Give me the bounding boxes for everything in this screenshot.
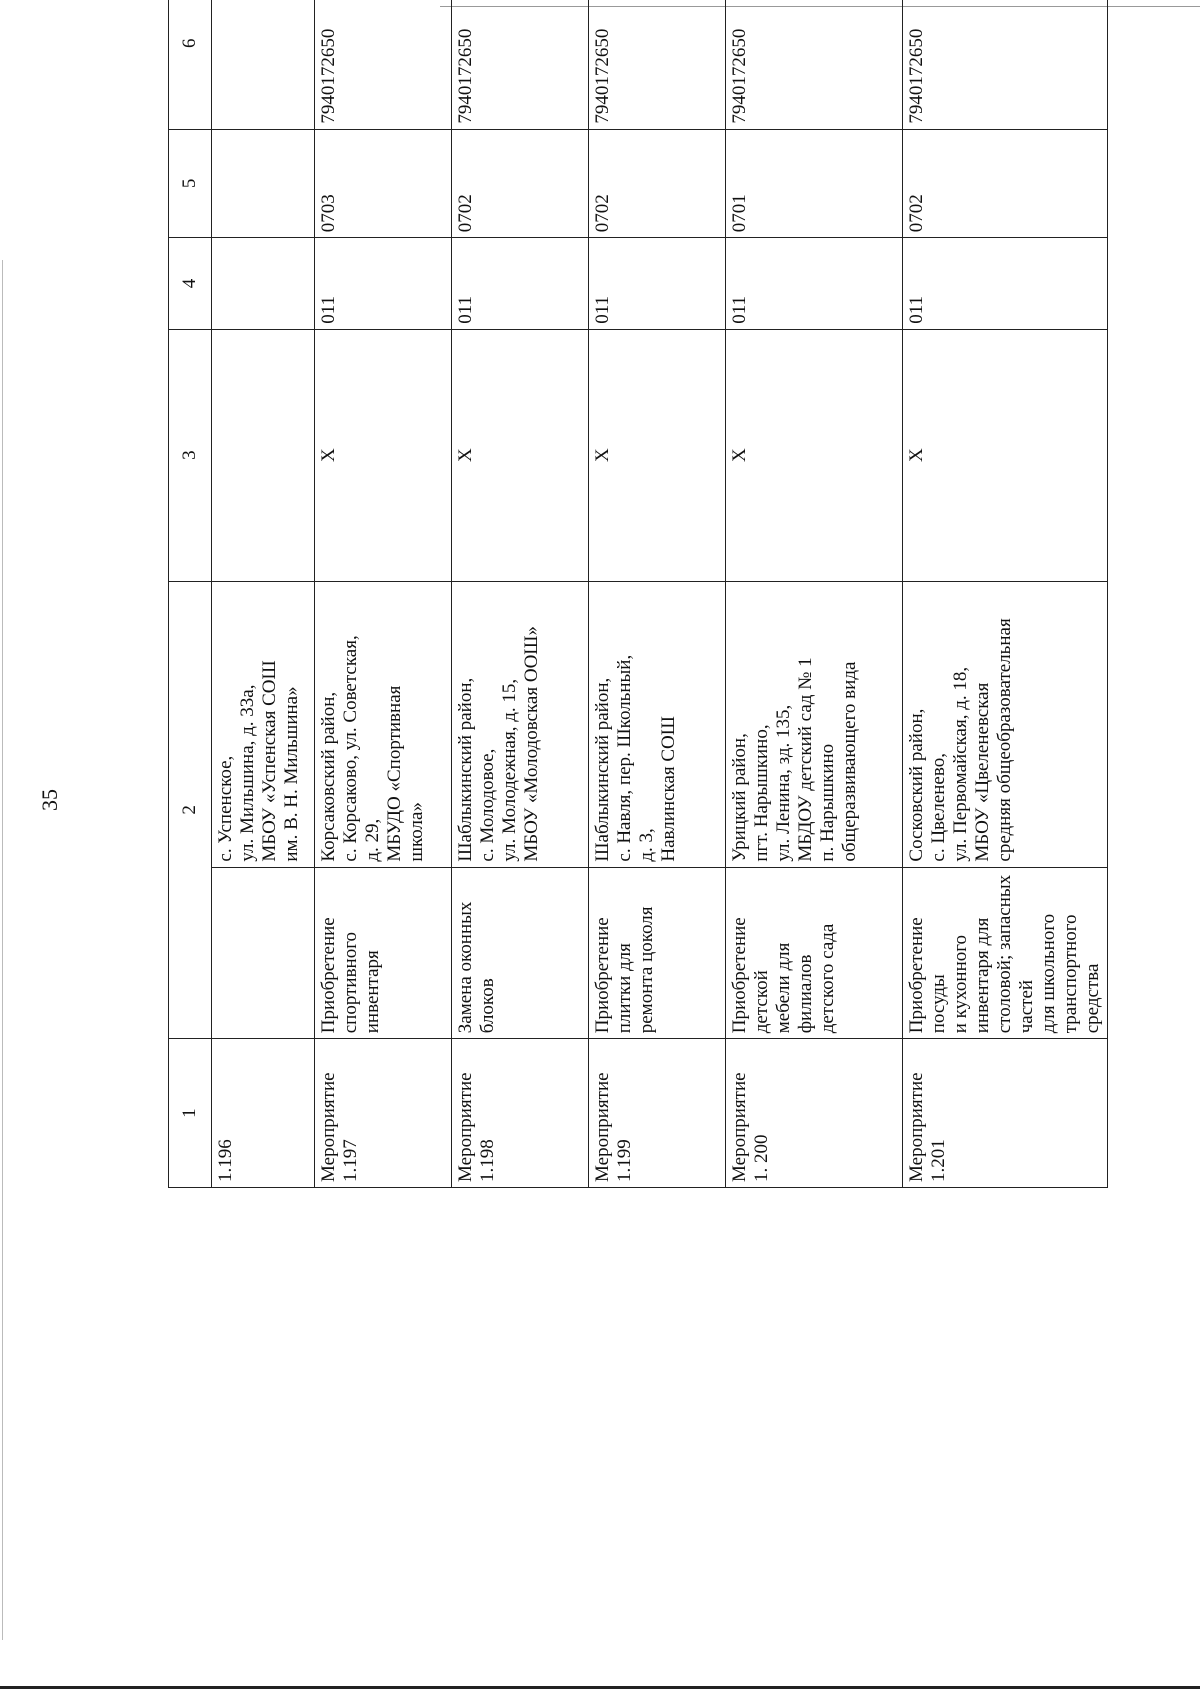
cell-code-5: 0701 — [726, 129, 903, 238]
cell-event-name: Замена оконных блоков — [452, 867, 589, 1039]
header-col-2: 2 — [169, 581, 212, 1039]
cell-code-4: 011 — [315, 238, 452, 330]
cell-code-4: 011 — [903, 238, 1108, 330]
cell-x-mark: Х — [589, 329, 726, 581]
cell-x-mark: Х — [452, 329, 589, 581]
table-row — [452, 0, 589, 1188]
table-row — [212, 0, 315, 1188]
cell-code-4: 011 — [452, 238, 589, 330]
cell-code-6: 7940172650 — [903, 0, 1108, 129]
table-row — [589, 0, 726, 1188]
cell-x-mark: Х — [726, 329, 903, 581]
cell-event-id: Мероприятие 1.199 — [589, 1039, 726, 1188]
page-number: 35 — [37, 789, 62, 811]
cell-event-id: Мероприятие 1.198 — [452, 1039, 589, 1188]
cell-code-6: 7940172650 — [452, 0, 589, 129]
header-col-1: 1 — [169, 1039, 212, 1188]
header-col-3: 3 — [169, 329, 212, 581]
cell-event-id: 1.196 — [212, 1039, 315, 1188]
table-row — [726, 0, 903, 1188]
cell-x-mark: Х — [315, 329, 452, 581]
cell-code-5 — [212, 129, 315, 238]
cell-x-mark: Х — [903, 329, 1108, 581]
cell-event-name: Приобретение спортивного инвентаря — [315, 867, 452, 1039]
cell-event-id: Мероприятие 1. 200 — [726, 1039, 903, 1188]
cell-code-5: 0702 — [452, 129, 589, 238]
header-row — [169, 0, 212, 1188]
table-container — [168, 28, 1200, 1508]
header-col-5: 5 — [169, 129, 212, 238]
cell-event-id: Мероприятие 1.201 — [903, 1039, 1108, 1188]
cell-code-4 — [212, 238, 315, 330]
cell-event-id: Мероприятие 1.197 — [315, 1039, 452, 1188]
table-row — [903, 0, 1108, 1188]
cell-code-5: 0703 — [315, 129, 452, 238]
cell-code-5: 0702 — [903, 129, 1108, 238]
table-row — [315, 0, 452, 1188]
cell-address: с. Успенское, ул. Мильшина, д. 33а, МБОУ «Успенская СОШ им. В. Н. Мильшина» — [212, 581, 315, 867]
cell-address: Корсаковский район, с. Корсаково, ул. Советская, д. 29, МБУДО «Спортивная школа» — [315, 581, 452, 867]
cell-event-name: Приобретение посуды и кухонного инвентаря для столовой; запасных частей для школьного транспортного средства — [903, 867, 1108, 1039]
scan-edge-bottom — [0, 1686, 1200, 1689]
cell-event-name: Приобретение детской мебели для филиалов детского сада — [726, 867, 903, 1039]
rotated-table-frame — [168, 0, 1200, 1188]
cell-address: Урицкий район, пгт. Нарышкино, ул. Ленина, зд. 135, МБДОУ детский сад № 1 п. Нарышкино общеразвивающего вида — [726, 581, 903, 867]
cell-event-name: Приобретение плитки для ремонта цоколя — [589, 867, 726, 1039]
cell-code-6 — [212, 0, 315, 129]
cell-address: Шаблыкинский район, с. Молодовое, ул. Молодежная, д. 15, МБОУ «Молодовская ООШ» — [452, 581, 589, 867]
cell-event-name — [212, 867, 315, 1039]
table-body — [212, 0, 1108, 1188]
cell-code-5: 0702 — [589, 129, 726, 238]
cell-code-6: 7940172650 — [315, 0, 452, 129]
budget-table — [168, 0, 1108, 1188]
header-col-4: 4 — [169, 238, 212, 330]
cell-address: Шаблыкинский район, с. Навля, пер. Школьный, д. 3, Навлинская СОШ — [589, 581, 726, 867]
header-col-6: 6 — [169, 0, 212, 129]
cell-x-mark — [212, 329, 315, 581]
cell-code-4: 011 — [589, 238, 726, 330]
cell-address: Сосковский район, с. Цвеленево, ул. Первомайская, д. 18, МБОУ «Цвеленевская средняя общеобразовательная — [903, 581, 1108, 867]
cell-code-6: 7940172650 — [726, 0, 903, 129]
scan-left-margin-mark — [2, 260, 3, 1640]
cell-code-6: 7940172650 — [589, 0, 726, 129]
cell-code-4: 011 — [726, 238, 903, 330]
